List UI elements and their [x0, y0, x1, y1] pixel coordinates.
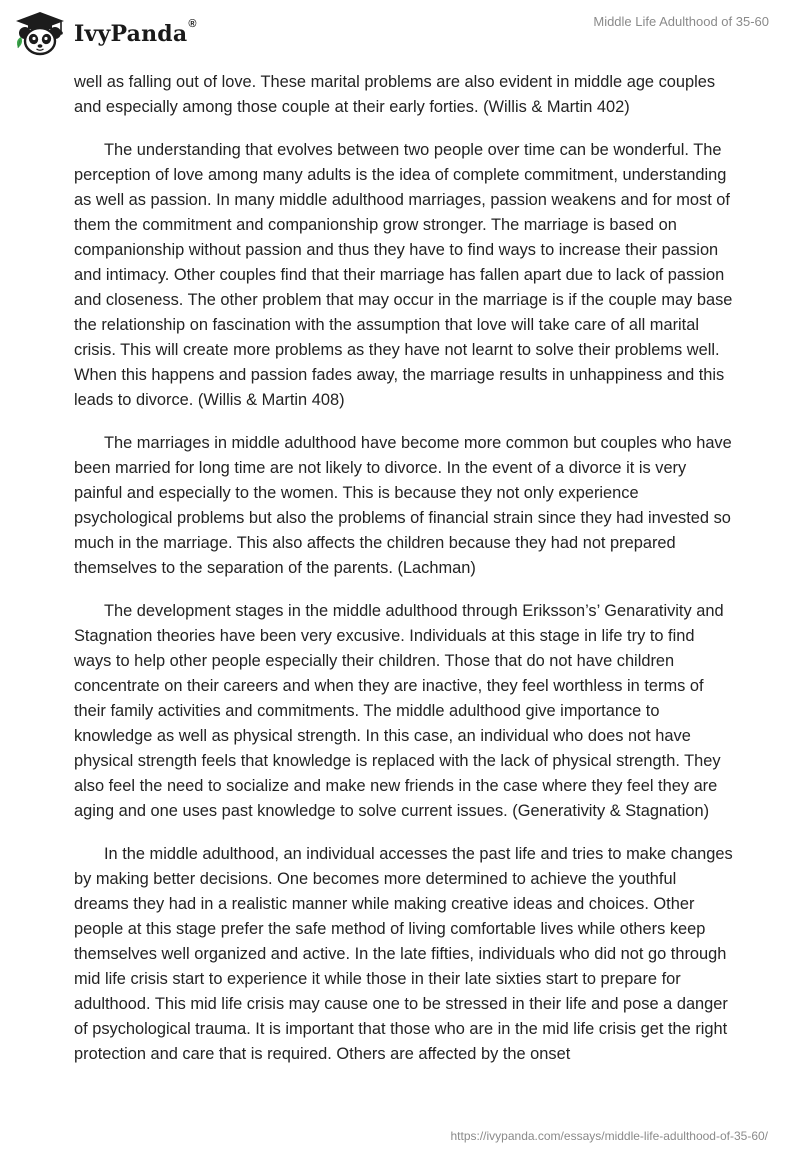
essay-paragraph: The understanding that evolves between two people over time can be wonderful. The perception of love among many adults is the idea of complete commitment, understanding as well as passion. In many middle adulthood marriages, passion weakens and for most of them the commitment and companionship grow stronger. The marriage is based on companionship without passion and thus they have to find ways to increase their passion and intimacy. Other couples find that their marriage has fallen apart due to lack of passion and closeness. The other problem that may occur in the marriage is if the couple may base the relationship on fascination with the assumption that love will take care of all marital crisis. This will create more problems as they have not learnt to solve their problems well. When this happens and passion fades away, the marriage results in unhappiness and this leads to divorce. (Willis & Martin 408)	[74, 141, 733, 409]
source-url-link[interactable]: https://ivypanda.com/essays/middle-life-adulthood-of-35-60/	[450, 1129, 768, 1143]
brand-logo[interactable]	[12, 10, 197, 56]
page-header	[0, 0, 800, 64]
brand-name-text: IvyPanda	[74, 21, 188, 47]
panda-graduate-logo-icon	[12, 10, 68, 56]
registered-mark: ®	[188, 18, 197, 30]
essay-paragraph: In the middle adulthood, an individual accesses the past life and tries to make changes by making better decisions. One becomes more determined to achieve the youthful dreams they had in a realistic manner while making creative ideas and choices. Other people at this stage prefer the safe method of living comfortable lives while others keep themselves well organized and active. In the late fifties, individuals who did not go through mid life crisis start to experience it while those in their late sixties start to prepare for adulthood. This mid life crisis may cause one to be stressed in their life and pose a danger of psychological trauma. It is important that those who are in the mid life crisis get the right protection and care that is required. Others are affected by the onset	[74, 845, 733, 1063]
essay-paragraph: The development stages in the middle adulthood through Eriksson’s’ Genarativity and Stagnation theories have been very excusive. Individuals at this stage in life try to find ways to help other people especially their children. Those that do not have children concentrate on their careers and when they are inactive, they feel worthless in terms of their family activities and commitments. The middle adulthood give importance to knowledge as well as physical strength. In this case, an individual who does not have physical strength feels that knowledge is replaced with the lack of physical strength. They also feel the need to socialize and make new friends in the case where they feel they are aging and one uses past knowledge to solve current issues. (Generativity & Stagnation)	[74, 602, 724, 820]
essay-body	[74, 70, 734, 1085]
brand-name	[74, 18, 197, 47]
essay-paragraph: well as falling out of love. These marital problems are also evident in middle age couples and especially among those couple at their early forties. (Willis & Martin 402)	[74, 73, 716, 116]
essay-paragraph: The marriages in middle adulthood have become more common but couples who have been married for long time are not likely to divorce. In the event of a divorce it is very painful and especially to the women. This is because they not only experience psychological problems but also the problems of financial strain since they had invested so much in the marriage. This also affects the children because they had not prepared themselves to the separation of the parents. (Lachman)	[74, 434, 732, 577]
document-title: Middle Life Adulthood of 35-60	[593, 14, 769, 29]
